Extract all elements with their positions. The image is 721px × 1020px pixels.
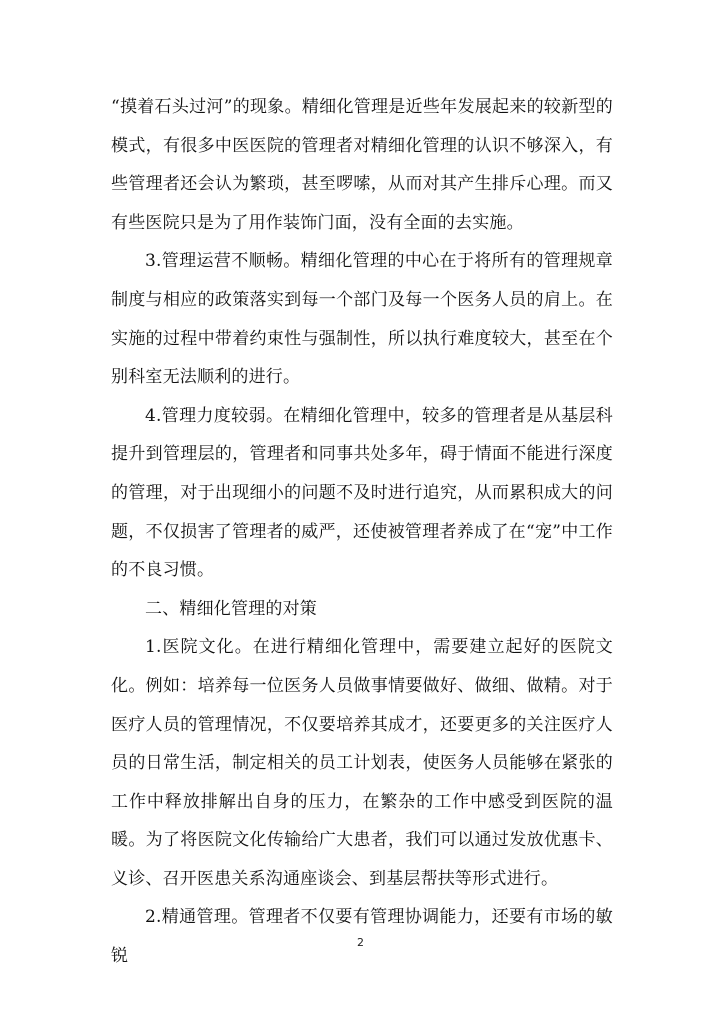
paragraph-continuation: “摸着石头过河”的现象。精细化管理是近些年发展起来的较新型的模式，有很多中医医院的管理者对精细化管理的认识不够深入，有些管理者还会认为繁琐，甚至啰嗦，从而对其产生排斥心理。而又有些医院只是为了用作装饰门面，没有全面的去实施。 [111, 97, 613, 233]
paragraph-item-3: 3.管理运营不顺畅。精细化管理的中心在于将所有的管理规章制度与相应的政策落实到每一个部门及每一个医务人员的肩上。在实施的过程中带着约束性与强制性，所以执行难度较大，甚至在个别科室无法顺利的进行。 [111, 251, 613, 388]
paragraph-item-4: 4.管理力度较弱。在精细化管理中，较多的管理者是从基层科提升到管理层的，管理者和同事共处多年，碍于情面不能进行深度的管理，对于出现细小的问题不及时进行追究，从而累积成大的问题，不仅损害了管理者的威严，还使被管理者养成了在“宠”中工作的不良习惯。 [111, 405, 613, 581]
paragraph-strategy-1: 1.医院文化。在进行精细化管理中，需要建立起好的医院文化。例如：培养每一位医务人员做事情要做好、做细、做精。对于医疗人员的管理情况，不仅要培养其成才，还要更多的关注医疗人员的日常生活，制定相关的员工计划表，使医务人员能够在紧张的工作中释放排解出自身的压力，在繁杂的工作中感受到医院的温暖。为了将医院文化传输给广大患者，我们可以通过发放优惠卡、义诊、召开医患关系沟通座谈会、到基层帮扶等形式进行。 [111, 637, 613, 889]
document-body [111, 88, 613, 976]
page-number: 2 [357, 936, 364, 949]
section-heading: 二、精细化管理的对策 [145, 598, 317, 619]
paragraph-strategy-2: 2.精通管理。管理者不仅要有管理协调能力，还要有市场的敏锐 [111, 907, 613, 967]
